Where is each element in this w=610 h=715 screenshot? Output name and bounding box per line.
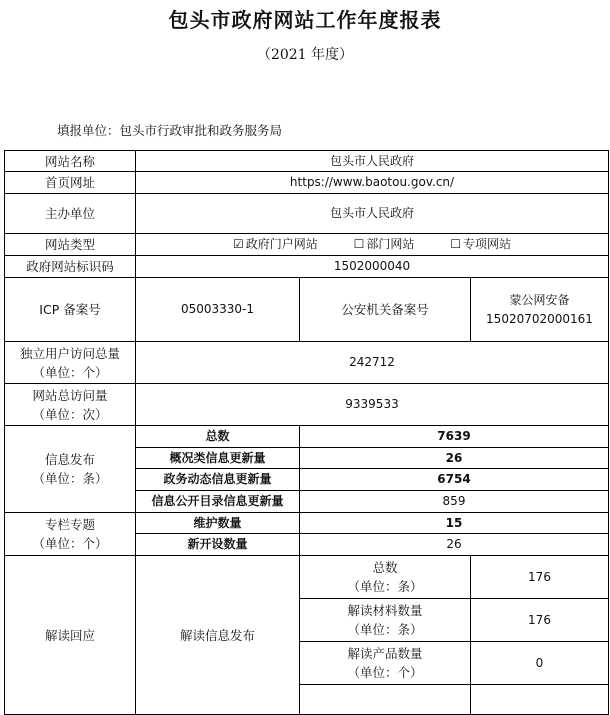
home-url-label: 首页网址 xyxy=(5,172,136,194)
info-row-value: 6754 xyxy=(300,469,609,491)
site-type-option-special xyxy=(450,235,511,254)
info-row-value: 859 xyxy=(300,491,609,513)
police-record-line2: 15020702000161 xyxy=(486,311,593,326)
report-year: （2021 年度） xyxy=(256,47,354,63)
site-type-options xyxy=(136,234,609,256)
interp-row-value: 176 xyxy=(471,556,609,599)
interpretation-label: 解读回应 xyxy=(5,556,136,715)
column-row-value: 15 xyxy=(300,513,609,534)
report-title: 包头市政府网站工作年度报表 xyxy=(168,8,442,32)
interp-row-cut-label xyxy=(300,685,471,715)
site-type-option-label: 部门网站 xyxy=(366,237,415,251)
column-row-label: 新开设数量 xyxy=(136,534,300,556)
empty-checkbox-icon: ☐ xyxy=(450,237,461,251)
sponsor-label: 主办单位 xyxy=(5,194,136,234)
site-name-label: 网站名称 xyxy=(5,151,136,172)
icp-label: ICP 备案号 xyxy=(5,278,136,342)
page-views-label: 网站总访问量 （单位：次） xyxy=(5,384,136,426)
column-row-label: 维护数量 xyxy=(136,513,300,534)
sponsor-value: 包头市人民政府 xyxy=(136,194,609,234)
filing-unit-line xyxy=(57,121,282,139)
info-row-value: 26 xyxy=(300,448,609,469)
info-row-label: 政务动态信息更新量 xyxy=(136,469,300,491)
icp-value: 05003330-1 xyxy=(136,278,300,342)
info-row-label: 概况类信息更新量 xyxy=(136,448,300,469)
column-row-value: 26 xyxy=(300,534,609,556)
info-row-label: 总数 xyxy=(136,426,300,448)
police-record-label: 公安机关备案号 xyxy=(300,278,471,342)
page-views-value: 9339533 xyxy=(136,384,609,426)
column-topic-label: 专栏专题 （单位：个） xyxy=(5,513,136,556)
site-type-option-department xyxy=(354,235,415,254)
interp-row-label: 解读产品数量 （单位：个） xyxy=(300,642,471,685)
interp-row-label: 总数 （单位：条） xyxy=(300,556,471,599)
info-row-value: 7639 xyxy=(300,426,609,448)
interp-row-cut-value xyxy=(471,685,609,715)
info-publish-label: 信息发布 （单位：条） xyxy=(5,426,136,513)
interpretation-publish-label: 解读信息发布 xyxy=(136,556,300,715)
unique-visitors-label: 独立用户访问总量 （单位：个） xyxy=(5,342,136,384)
site-type-option-label: 政府门户网站 xyxy=(245,237,318,251)
home-url-value: https://www.baotou.gov.cn/ xyxy=(136,172,609,194)
report-table xyxy=(4,150,609,715)
unique-visitors-value: 242712 xyxy=(136,342,609,384)
site-id-label: 政府网站标识码 xyxy=(5,256,136,278)
checked-checkbox-icon: ☑ xyxy=(233,237,244,251)
interp-row-value: 176 xyxy=(471,599,609,642)
site-id-value: 1502000040 xyxy=(136,256,609,278)
site-name-value: 包头市人民政府 xyxy=(136,151,609,172)
interp-row-label: 解读材料数量 （单位：条） xyxy=(300,599,471,642)
police-record-line1: 蒙公网安备 xyxy=(509,292,570,307)
filing-unit-value: 包头市行政审批和政务服务局 xyxy=(119,123,283,138)
interp-row-value: 0 xyxy=(471,642,609,685)
info-row-label: 信息公开目录信息更新量 xyxy=(136,491,300,513)
empty-checkbox-icon: ☐ xyxy=(353,237,365,251)
site-type-label: 网站类型 xyxy=(5,234,136,256)
site-type-option-portal xyxy=(233,235,318,254)
site-type-option-label: 专项网站 xyxy=(462,237,511,251)
filing-unit-label: 填报单位： xyxy=(57,123,120,138)
police-record-value xyxy=(471,278,609,342)
